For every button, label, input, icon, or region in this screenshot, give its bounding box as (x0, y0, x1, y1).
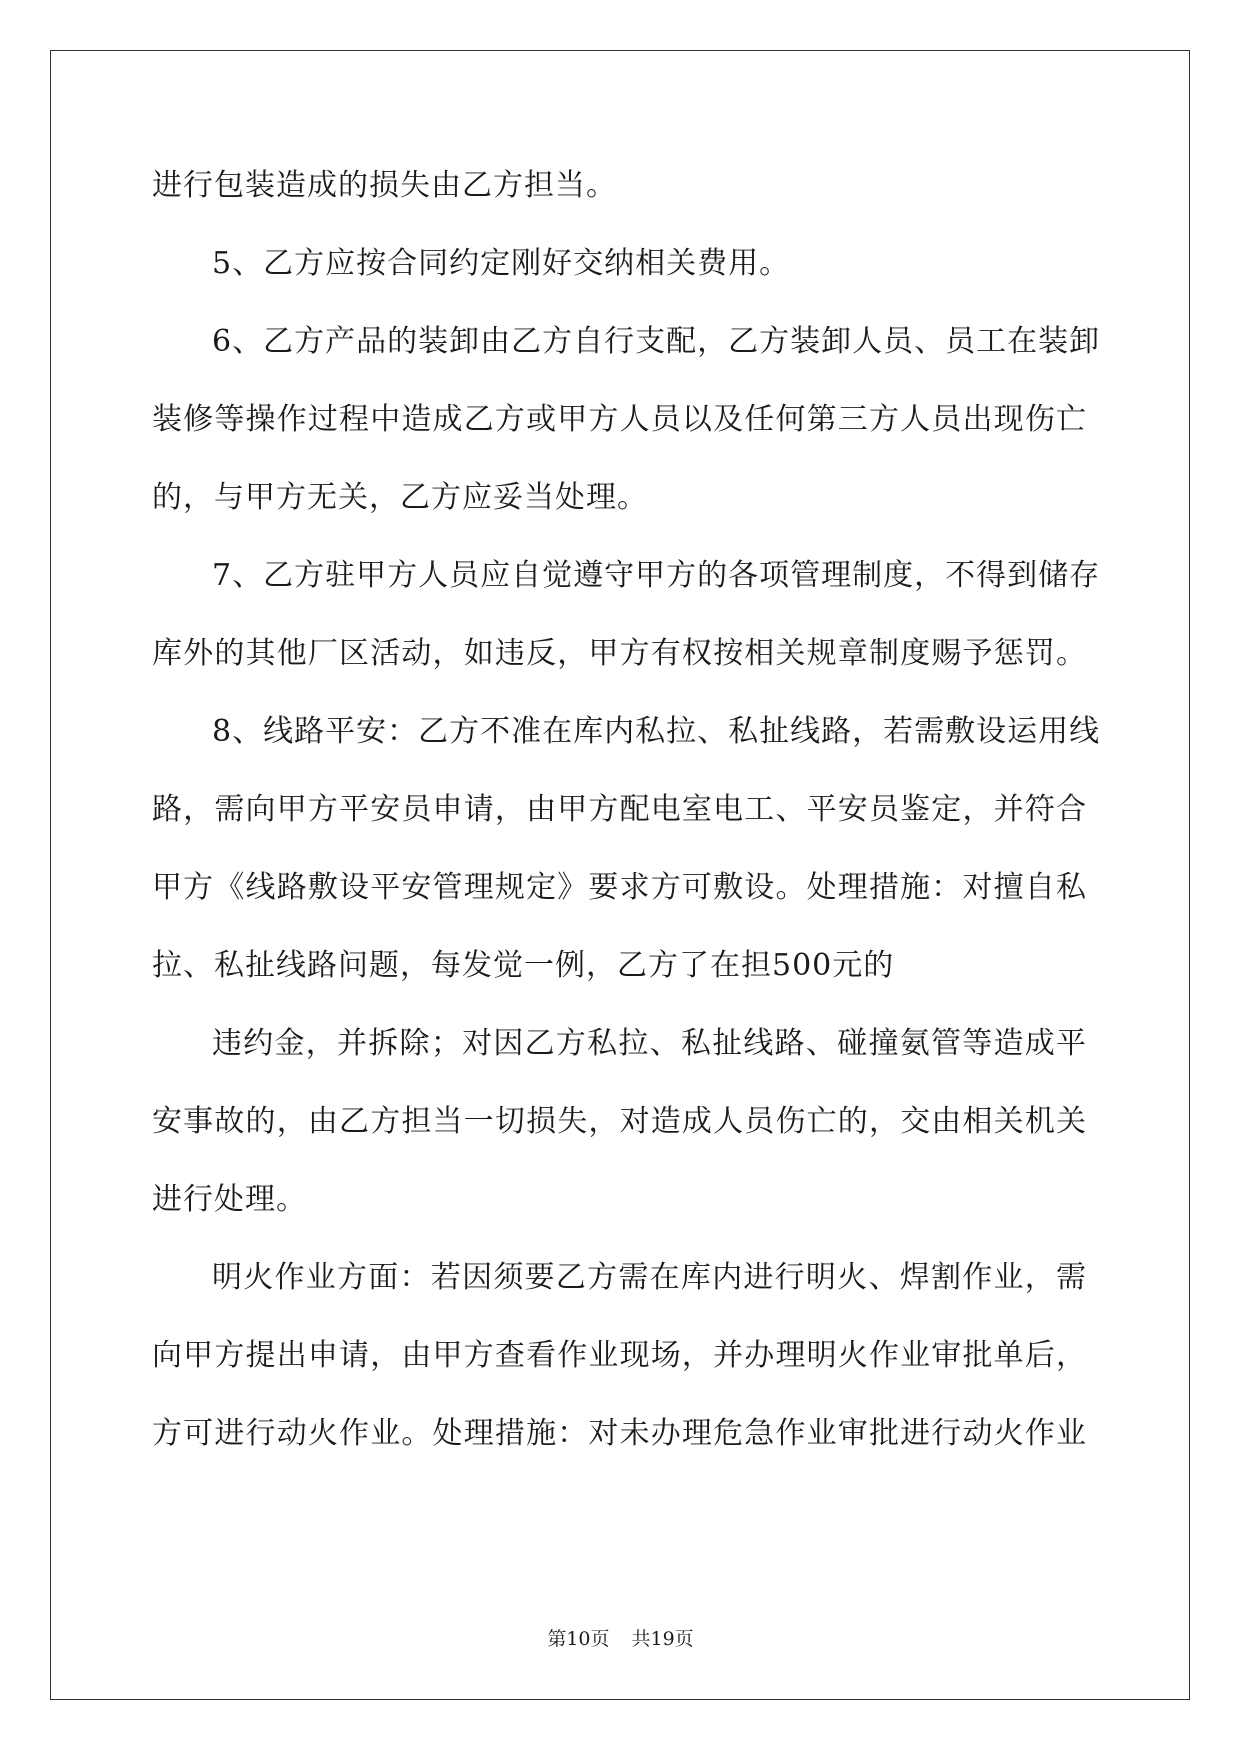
text-line: 安事故的，由乙方担当一切损失，对造成人员伤亡的，交由相关机关 (152, 1104, 1087, 1139)
text-line: 装修等操作过程中造成乙方或甲方人员以及任何第三方人员出现伤亡 (152, 402, 1087, 437)
text-line: 违约金，并拆除；对因乙方私拉、私扯线路、碰撞氨管等造成平 (212, 1026, 1087, 1061)
text-line: 8、线路平安：乙方不准在库内私拉、私扯线路，若需敷设运用线 (212, 714, 1101, 749)
text-line: 向甲方提出申请，由甲方查看作业现场，并办理明火作业审批单后， (152, 1338, 1087, 1373)
text-line: 甲方《线路敷设平安管理规定》要求方可敷设。处理措施：对擅自私 (152, 870, 1087, 905)
text-line: 库外的其他厂区活动，如违反，甲方有权按相关规章制度赐予惩罚。 (152, 636, 1087, 671)
text-line: 方可进行动火作业。处理措施：对未办理危急作业审批进行动火作业 (152, 1416, 1087, 1451)
text-line: 路，需向甲方平安员申请，由甲方配电室电工、平安员鉴定，并符合 (152, 792, 1087, 827)
page-number-total: 共19页 (631, 1628, 694, 1650)
text-line: 进行包装造成的损失由乙方担当。 (152, 168, 617, 203)
text-line: 明火作业方面：若因须要乙方需在库内进行明火、焊割作业，需 (212, 1260, 1087, 1295)
text-line: 7、乙方驻甲方人员应自觉遵守甲方的各项管理制度，不得到储存 (212, 558, 1101, 593)
page-number-current: 第10页 (547, 1628, 610, 1650)
page-footer (0, 1627, 1241, 1651)
text-line: 5、乙方应按合同约定刚好交纳相关费用。 (212, 246, 791, 281)
text-line: 6、乙方产品的装卸由乙方自行支配，乙方装卸人员、员工在装卸 (212, 324, 1101, 359)
text-line: 的，与甲方无关，乙方应妥当处理。 (152, 480, 648, 515)
text-line: 进行处理。 (152, 1182, 307, 1217)
text-line: 拉、私扯线路问题，每发觉一例，乙方了在担500元的 (152, 948, 895, 983)
